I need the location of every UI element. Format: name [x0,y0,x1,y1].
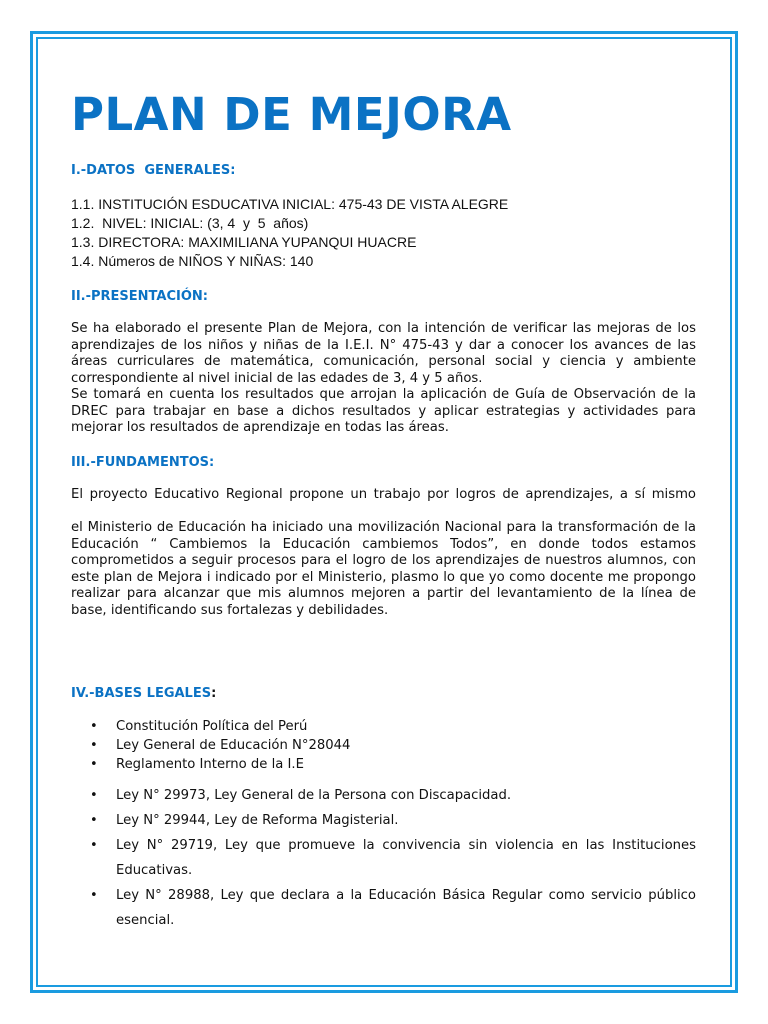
list-item-text: Constitución Política del Perú [116,719,308,734]
bases-legales-heading-text: IV.-BASES LEGALES [71,686,212,701]
datos-list [71,195,508,271]
list-item-text: Reglamento Interno de la I.E [116,757,304,772]
fundamentos-paragraph-1: El proyecto Educativo Regional propone un trabajo por logros de aprendizajes, a sí mismo [71,487,696,502]
list-item [71,883,696,933]
list-item [71,717,696,736]
datos-item: 1.3. DIRECTORA: MAXIMILIANA YUPANQUI HUACRE [71,234,417,250]
datos-item: 1.4. Números de NIÑOS Y NIÑAS: 140 [71,253,314,269]
list-item [71,783,696,808]
section-heading-fundamentos: III.-FUNDAMENTOS: [71,455,215,470]
list-item-text: Ley N° 29719, Ley que promueve la convivencia sin violencia en las Instituciones Educativas. [116,838,696,878]
list-item-text: Ley N° 28988, Ley que declara a la Educación Básica Regular como servicio público esencial. [116,888,696,928]
presentacion-paragraph-1: Se ha elaborado el presente Plan de Mejora, con la intención de verificar las mejoras de los aprendizajes de los niños y niñas de la I.E.I. N° 475-43 y dar a conocer los avances de las áreas curriculares de matemática, comunicación, personal social y ciencia y ambiente correspondiente al nivel inicial de las edades de 3, 4 y 5 años. [71,321,696,386]
list-item [71,808,696,833]
list-item [71,833,696,883]
bullet-icon: • [90,813,98,828]
fundamentos-paragraph-2: el Ministerio de Educación ha iniciado una movilización Nacional para la transformación de la Educación “ Cambiemos la Educación cambiemos Todos”, en donde todos estamos comprometidos a seguir procesos para el logro de los aprendizajes de nuestros alumnos, con este plan de Mejora i indicado por el Ministerio, plasmo lo que yo como docente me propongo realizar para alcanzar que mis alumnos mejoren a partir del levantamiento de la línea de base, identificando sus fortalezas y debilidades. [71,520,696,618]
document-title: PLAN DE MEJORA [71,88,512,141]
bullet-icon: • [90,738,98,753]
bullet-icon: • [90,719,98,734]
bases-legales-heading-colon: : [211,686,217,701]
datos-item: 1.2. NIVEL: INICIAL: (3, 4 y 5 años) [71,215,309,231]
bases-legales-list-1 [71,717,696,774]
bullet-icon: • [90,888,98,903]
list-item [71,736,696,755]
bullet-icon: • [90,838,98,853]
bullet-icon: • [90,757,98,772]
list-item-text: Ley General de Educación N°28044 [116,738,351,753]
presentacion-paragraph-2: Se tomará en cuenta los resultados que arrojan la aplicación de Guía de Observación de la DREC para trabajar en base a dichos resultados y aplicar estrategias y actividades para mejorar los resultados de aprendizaje en todas las áreas. [71,387,696,436]
bases-legales-list-2 [71,783,696,933]
list-item [71,755,696,774]
datos-item: 1.1. INSTITUCIÓN ESDUCATIVA INICIAL: 475-43 DE VISTA ALEGRE [71,196,509,212]
section-heading-presentacion: II.-PRESENTACIÓN: [71,289,208,304]
list-item-text: Ley N° 29944, Ley de Reforma Magisterial. [116,813,399,828]
list-item-text: Ley N° 29973, Ley General de la Persona con Discapacidad. [116,788,512,803]
section-heading-bases-legales [71,686,216,701]
section-heading-datos: I.-DATOS GENERALES: [71,163,236,178]
bullet-icon: • [90,788,98,803]
